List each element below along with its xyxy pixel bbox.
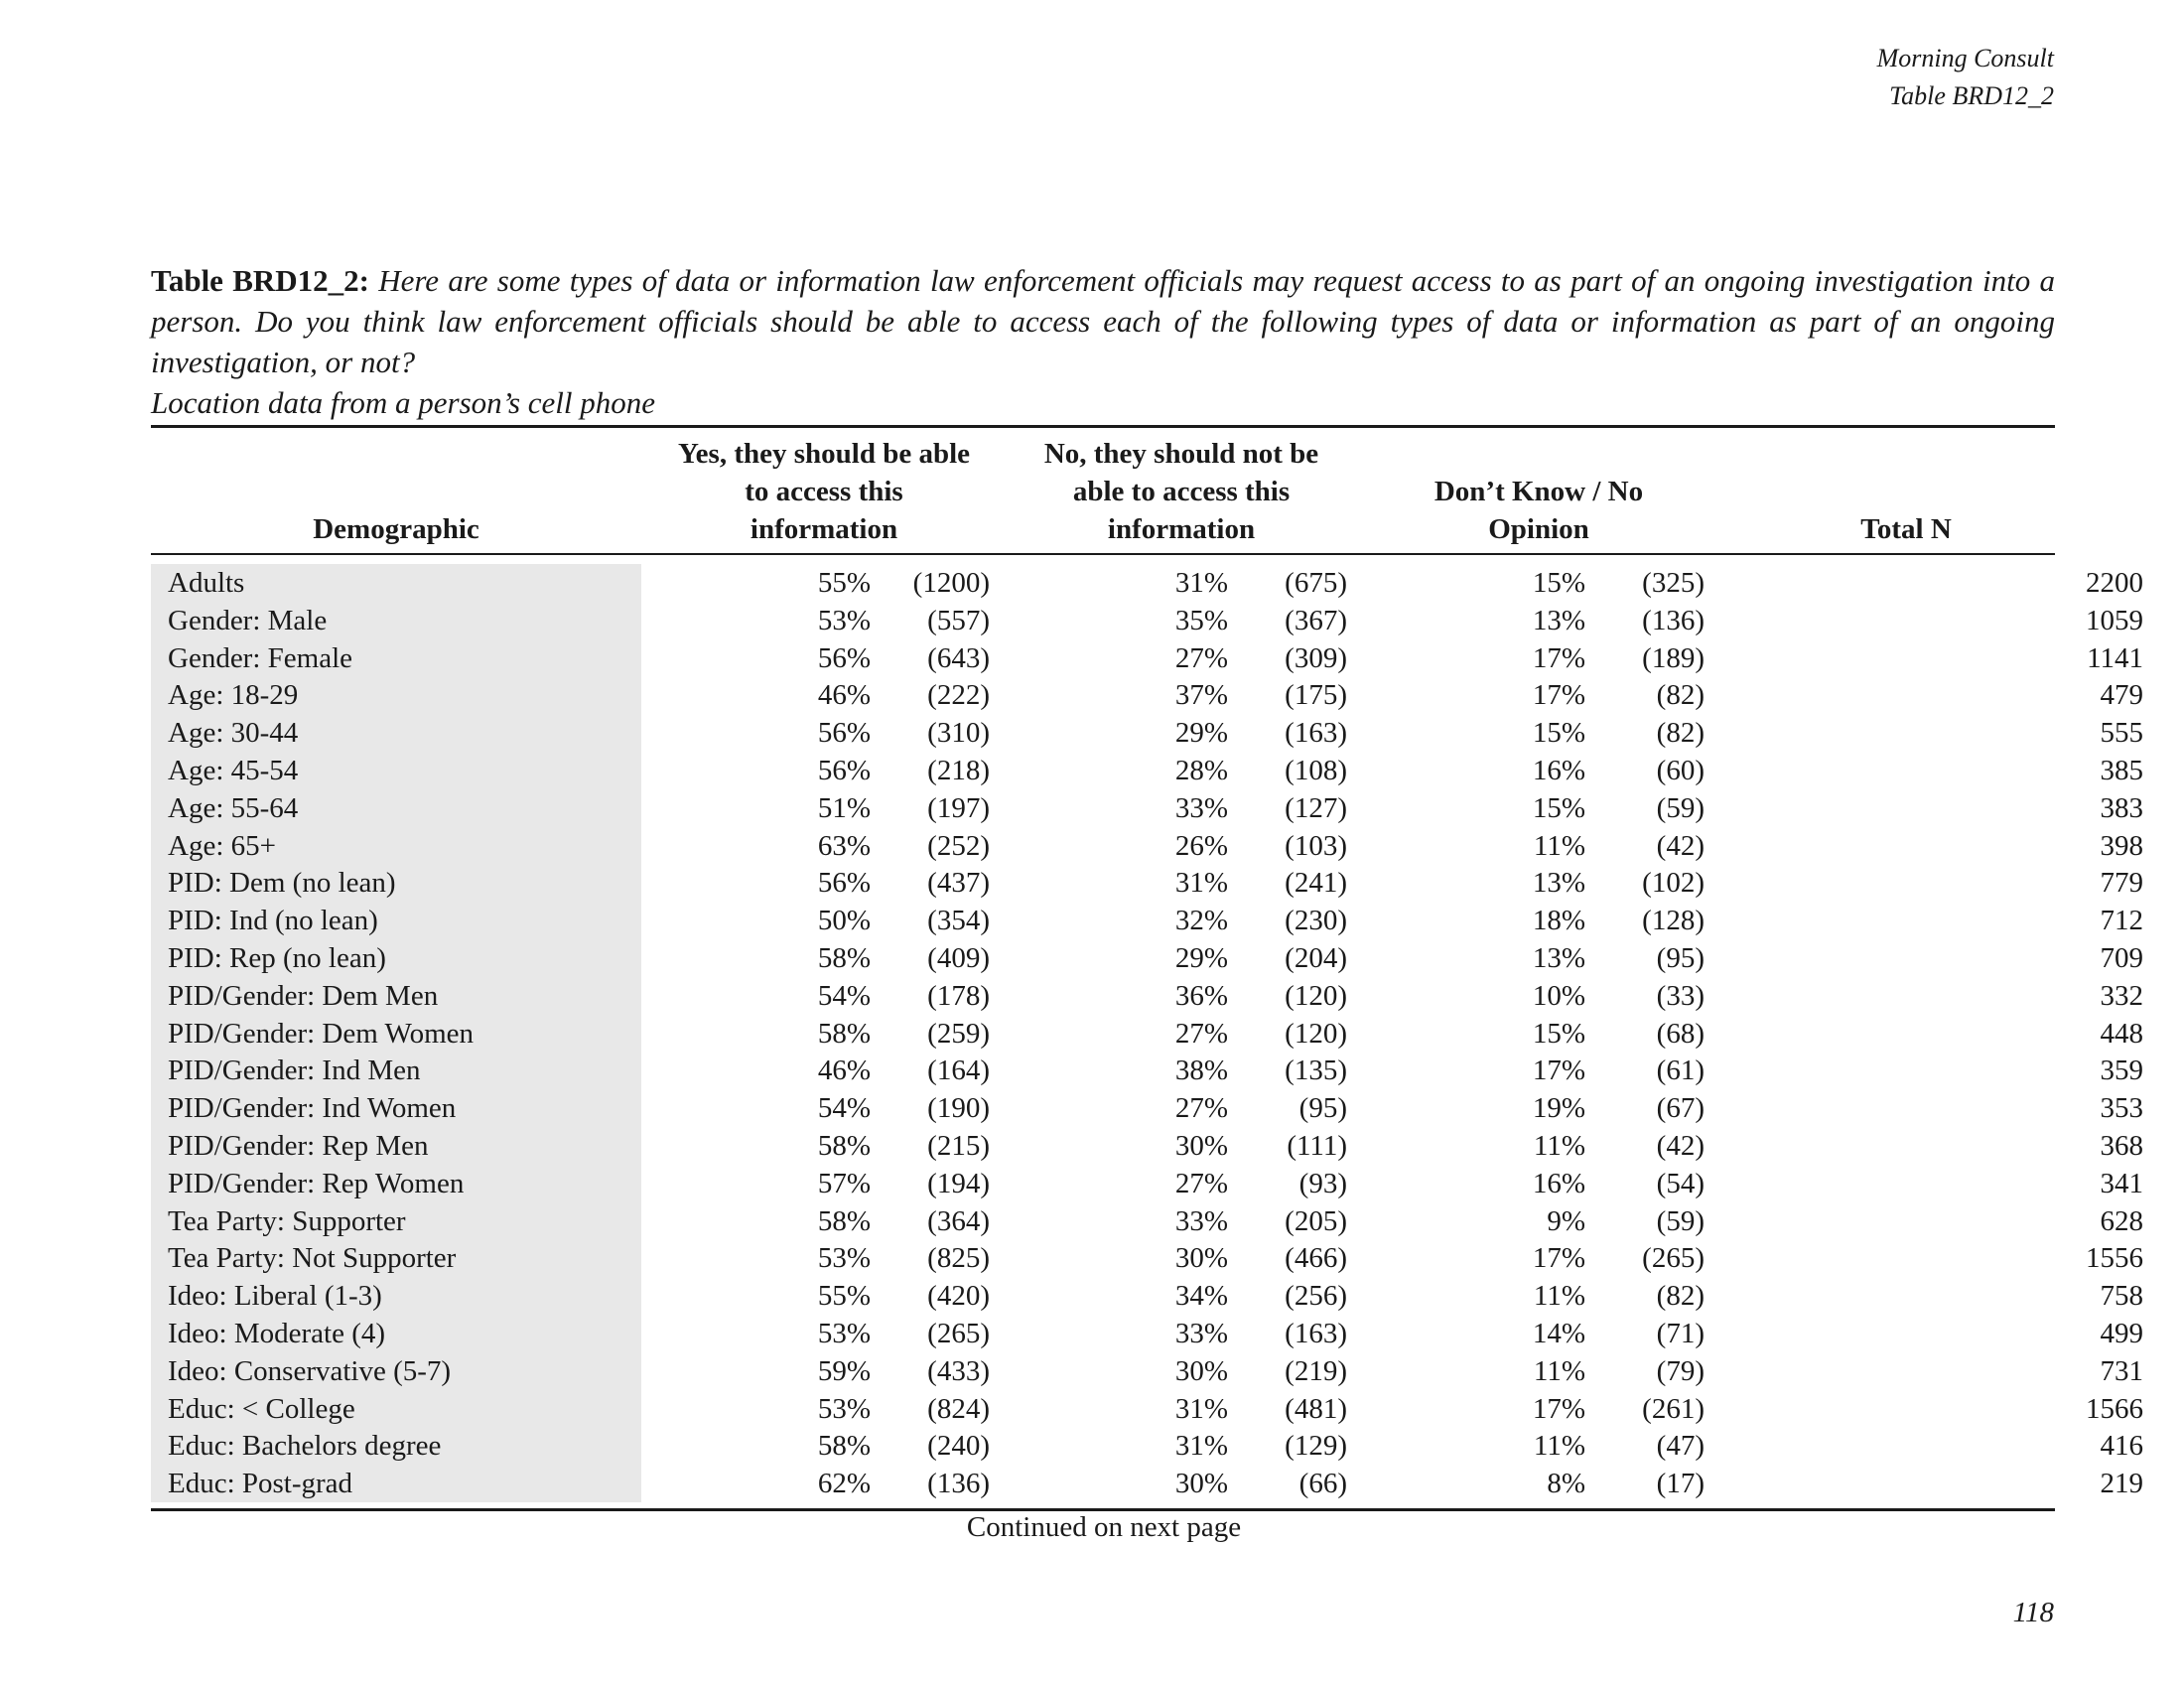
col-header-dk-line2: Opinion [1488, 513, 1589, 545]
dk-n-cell: (59) [1656, 791, 1705, 824]
table-row [151, 864, 2143, 902]
running-header [1877, 40, 2054, 115]
table-row [151, 602, 2143, 639]
col-header-yes-line3: information [750, 513, 898, 545]
no-n-cell: (309) [1285, 641, 1347, 674]
yes-n-cell: (240) [927, 1430, 990, 1463]
table-title [151, 260, 2055, 423]
demographic-cell: PID/Gender: Dem Women [151, 1015, 641, 1053]
col-header-yes-line2: to access this [745, 476, 903, 507]
dk-pct-cell: 17% [1532, 641, 1585, 674]
top-rule [151, 425, 2055, 428]
yes-pct-cell: 53% [817, 1318, 871, 1349]
table-row [151, 1427, 2143, 1465]
page-number: 118 [2012, 1597, 2054, 1628]
total-cell: 448 [2100, 1017, 2143, 1050]
dk-pct-cell: 11% [1533, 1280, 1585, 1313]
demographic-cell: Ideo: Conservative (5-7) [151, 1352, 641, 1390]
dk-pct-cell: 8% [1547, 1468, 1585, 1500]
total-cell: 385 [2100, 755, 2143, 786]
yes-pct-cell: 55% [817, 567, 871, 599]
yes-pct-cell: 55% [817, 1280, 871, 1313]
dk-n-cell: (82) [1656, 1280, 1705, 1313]
yes-n-cell: (409) [927, 942, 990, 974]
dk-pct-cell: 15% [1532, 1017, 1585, 1050]
dk-pct-cell: 19% [1532, 1092, 1585, 1125]
col-header-total: Total N [1860, 513, 1952, 545]
dk-pct-cell: 18% [1532, 905, 1585, 937]
no-n-cell: (230) [1285, 905, 1347, 937]
dk-pct-cell: 11% [1533, 829, 1585, 862]
total-cell: 353 [2100, 1092, 2143, 1125]
yes-n-cell: (222) [927, 679, 990, 712]
no-pct-cell: 30% [1174, 1468, 1228, 1500]
dk-n-cell: (136) [1642, 604, 1705, 636]
dk-pct-cell: 15% [1532, 567, 1585, 599]
demographic-cell: Tea Party: Supporter [151, 1202, 641, 1240]
dk-n-cell: (59) [1656, 1204, 1705, 1237]
yes-n-cell: (259) [927, 1017, 990, 1050]
dk-pct-cell: 11% [1533, 1430, 1585, 1463]
question-text [151, 260, 2055, 382]
yes-pct-cell: 59% [817, 1354, 871, 1387]
table-row [151, 789, 2143, 827]
table-row [151, 1202, 2143, 1240]
yes-pct-cell: 56% [817, 755, 871, 786]
continued-note: Continued on next page [966, 1511, 1242, 1543]
no-n-cell: (219) [1285, 1354, 1347, 1387]
dk-n-cell: (54) [1656, 1167, 1705, 1199]
yes-n-cell: (433) [927, 1354, 990, 1387]
yes-pct-cell: 54% [817, 979, 871, 1012]
yes-pct-cell: 53% [817, 1392, 871, 1425]
dk-pct-cell: 16% [1532, 1167, 1585, 1199]
yes-pct-cell: 58% [817, 1204, 871, 1237]
yes-pct-cell: 58% [817, 942, 871, 974]
no-pct-cell: 31% [1174, 1430, 1228, 1463]
no-pct-cell: 38% [1174, 1055, 1228, 1087]
demographic-cell: PID/Gender: Ind Women [151, 1089, 641, 1127]
total-cell: 1059 [2086, 604, 2143, 636]
no-n-cell: (204) [1285, 942, 1347, 974]
demographic-cell: Tea Party: Not Supporter [151, 1239, 641, 1277]
table-row [151, 1239, 2143, 1277]
total-cell: 731 [2100, 1354, 2143, 1387]
no-n-cell: (135) [1285, 1055, 1347, 1087]
yes-pct-cell: 58% [817, 1430, 871, 1463]
demographic-cell: Ideo: Liberal (1-3) [151, 1277, 641, 1315]
no-n-cell: (95) [1298, 1092, 1347, 1125]
demographic-cell: PID/Gender: Dem Men [151, 977, 641, 1015]
table-row [151, 939, 2143, 977]
demographic-cell: Age: 45-54 [151, 752, 641, 789]
no-pct-cell: 30% [1174, 1130, 1228, 1162]
total-cell: 332 [2100, 979, 2143, 1012]
no-pct-cell: 35% [1174, 604, 1228, 636]
total-cell: 1556 [2086, 1242, 2143, 1275]
table-row [151, 1052, 2143, 1089]
yes-n-cell: (194) [927, 1167, 990, 1199]
yes-n-cell: (643) [927, 641, 990, 674]
no-n-cell: (481) [1285, 1392, 1347, 1425]
dk-n-cell: (60) [1656, 755, 1705, 786]
table-row [151, 752, 2143, 789]
no-pct-cell: 27% [1174, 1092, 1228, 1125]
no-pct-cell: 34% [1174, 1280, 1228, 1313]
total-cell: 398 [2100, 829, 2143, 862]
yes-pct-cell: 56% [817, 717, 871, 750]
yes-n-cell: (215) [927, 1130, 990, 1162]
demographic-cell: Gender: Female [151, 639, 641, 677]
no-n-cell: (163) [1285, 1318, 1347, 1349]
col-header-no-line2: able to access this [1072, 476, 1291, 507]
no-pct-cell: 26% [1174, 829, 1228, 862]
total-cell: 1566 [2086, 1392, 2143, 1425]
no-n-cell: (205) [1285, 1204, 1347, 1237]
yes-n-cell: (265) [927, 1318, 990, 1349]
no-n-cell: (127) [1285, 791, 1347, 824]
dk-pct-cell: 15% [1532, 717, 1585, 750]
table-row [151, 1465, 2143, 1502]
dk-n-cell: (42) [1656, 829, 1705, 862]
no-n-cell: (675) [1285, 567, 1347, 599]
total-cell: 1141 [2087, 641, 2143, 674]
demographic-cell: PID: Rep (no lean) [151, 939, 641, 977]
question-body: Here are some types of data or information law enforcement officials may request access to as part of an ongoing investigation into a person. Do you think law enforcement officials should be able to access each of the following types of data or information as part of an ongoing investigation, or not? [151, 263, 2055, 379]
dk-n-cell: (261) [1642, 1392, 1705, 1425]
yes-n-cell: (218) [927, 755, 990, 786]
no-pct-cell: 31% [1174, 1392, 1228, 1425]
total-cell: 2200 [2086, 567, 2143, 599]
yes-pct-cell: 63% [817, 829, 871, 862]
demographic-cell: Ideo: Moderate (4) [151, 1315, 641, 1352]
dk-pct-cell: 13% [1532, 604, 1585, 636]
no-pct-cell: 33% [1174, 1318, 1228, 1349]
dk-pct-cell: 10% [1532, 979, 1585, 1012]
yes-n-cell: (197) [927, 791, 990, 824]
no-pct-cell: 32% [1174, 905, 1228, 937]
dk-n-cell: (128) [1642, 905, 1705, 937]
no-n-cell: (163) [1285, 717, 1347, 750]
col-header-yes [645, 435, 1003, 548]
table-row [151, 1315, 2143, 1352]
yes-n-cell: (437) [927, 867, 990, 900]
demographic-cell: Educ: < College [151, 1390, 641, 1428]
dk-n-cell: (82) [1656, 717, 1705, 750]
no-pct-cell: 33% [1174, 791, 1228, 824]
dk-pct-cell: 17% [1532, 1055, 1585, 1087]
col-header-dk-line1: Don’t Know / No [1433, 476, 1644, 507]
yes-n-cell: (178) [927, 979, 990, 1012]
yes-n-cell: (190) [927, 1092, 990, 1125]
no-n-cell: (175) [1285, 679, 1347, 712]
demographic-cell: PID: Dem (no lean) [151, 864, 641, 902]
yes-pct-cell: 57% [817, 1167, 871, 1199]
yes-pct-cell: 46% [817, 679, 871, 712]
dk-n-cell: (82) [1656, 679, 1705, 712]
col-header-yes-line1: Yes, they should be able [677, 438, 971, 470]
yes-pct-cell: 58% [817, 1130, 871, 1162]
no-n-cell: (103) [1285, 829, 1347, 862]
table-row [151, 1015, 2143, 1053]
total-cell: 779 [2100, 867, 2143, 900]
no-pct-cell: 27% [1174, 1017, 1228, 1050]
no-n-cell: (129) [1285, 1430, 1347, 1463]
header-rule [151, 553, 2055, 555]
total-cell: 359 [2100, 1055, 2143, 1087]
no-pct-cell: 28% [1174, 755, 1228, 786]
table-row [151, 1277, 2143, 1315]
no-n-cell: (466) [1285, 1242, 1347, 1275]
dk-pct-cell: 9% [1547, 1204, 1585, 1237]
no-n-cell: (256) [1285, 1280, 1347, 1313]
dk-n-cell: (265) [1642, 1242, 1705, 1275]
no-pct-cell: 30% [1174, 1242, 1228, 1275]
yes-pct-cell: 58% [817, 1017, 871, 1050]
dk-pct-cell: 11% [1533, 1130, 1585, 1162]
dk-n-cell: (61) [1656, 1055, 1705, 1087]
col-header-no [1003, 435, 1360, 548]
dk-n-cell: (17) [1656, 1468, 1705, 1500]
demographic-cell: Educ: Bachelors degree [151, 1427, 641, 1465]
demographic-cell: Age: 18-29 [151, 676, 641, 714]
table-row [151, 977, 2143, 1015]
yes-pct-cell: 53% [817, 1242, 871, 1275]
yes-n-cell: (1200) [912, 567, 990, 599]
col-header-demographic: Demographic [313, 513, 479, 545]
total-cell: 416 [2100, 1430, 2143, 1463]
yes-pct-cell: 56% [817, 641, 871, 674]
demographic-cell: Adults [151, 564, 641, 602]
col-header-no-line1: No, they should not be [1043, 438, 1319, 470]
yes-pct-cell: 62% [817, 1468, 871, 1500]
yes-pct-cell: 53% [817, 604, 871, 636]
yes-pct-cell: 56% [817, 867, 871, 900]
total-cell: 628 [2100, 1204, 2143, 1237]
total-cell: 758 [2100, 1280, 2143, 1313]
no-n-cell: (367) [1285, 604, 1347, 636]
col-header-no-line3: information [1107, 513, 1256, 545]
no-n-cell: (108) [1285, 755, 1347, 786]
dk-n-cell: (33) [1656, 979, 1705, 1012]
table-row [151, 714, 2143, 752]
dk-n-cell: (71) [1656, 1318, 1705, 1349]
yes-pct-cell: 50% [817, 905, 871, 937]
no-pct-cell: 27% [1174, 1167, 1228, 1199]
no-pct-cell: 29% [1174, 942, 1228, 974]
total-cell: 368 [2100, 1130, 2143, 1162]
yes-n-cell: (420) [927, 1280, 990, 1313]
table-row [151, 1089, 2143, 1127]
header-table-id: Table BRD12_2 [1889, 81, 2054, 110]
table-row [151, 902, 2143, 939]
no-pct-cell: 37% [1174, 679, 1228, 712]
total-cell: 709 [2100, 942, 2143, 974]
dk-pct-cell: 13% [1532, 942, 1585, 974]
total-cell: 555 [2100, 717, 2143, 750]
no-pct-cell: 33% [1174, 1204, 1228, 1237]
yes-pct-cell: 46% [817, 1055, 871, 1087]
total-cell: 341 [2100, 1167, 2143, 1199]
no-n-cell: (111) [1287, 1130, 1347, 1162]
dk-pct-cell: 16% [1532, 755, 1585, 786]
dk-pct-cell: 14% [1532, 1318, 1585, 1349]
yes-pct-cell: 51% [817, 791, 871, 824]
table-row [151, 1390, 2143, 1428]
yes-n-cell: (557) [927, 604, 990, 636]
dk-pct-cell: 17% [1532, 1392, 1585, 1425]
yes-n-cell: (824) [927, 1392, 990, 1425]
table-row [151, 564, 2143, 602]
yes-n-cell: (364) [927, 1204, 990, 1237]
demographic-cell: Age: 65+ [151, 827, 641, 865]
dk-pct-cell: 11% [1533, 1354, 1585, 1387]
table-row [151, 676, 2143, 714]
no-n-cell: (93) [1298, 1167, 1347, 1199]
dk-n-cell: (95) [1656, 942, 1705, 974]
yes-n-cell: (252) [927, 829, 990, 862]
dk-pct-cell: 13% [1532, 867, 1585, 900]
table-label: Table BRD12_2: [151, 263, 369, 298]
no-n-cell: (120) [1285, 979, 1347, 1012]
dk-n-cell: (67) [1656, 1092, 1705, 1125]
dk-n-cell: (42) [1656, 1130, 1705, 1162]
dk-n-cell: (47) [1656, 1430, 1705, 1463]
table-row [151, 1127, 2143, 1165]
no-pct-cell: 29% [1174, 717, 1228, 750]
total-cell: 479 [2100, 679, 2143, 712]
no-pct-cell: 30% [1174, 1354, 1228, 1387]
total-cell: 712 [2100, 905, 2143, 937]
total-cell: 499 [2100, 1318, 2143, 1349]
yes-n-cell: (825) [927, 1242, 990, 1275]
dk-n-cell: (68) [1656, 1017, 1705, 1050]
table-row [151, 639, 2143, 677]
dk-pct-cell: 15% [1532, 791, 1585, 824]
no-n-cell: (241) [1285, 867, 1347, 900]
table-row [151, 827, 2143, 865]
demographic-cell: PID/Gender: Rep Men [151, 1127, 641, 1165]
demographic-cell: PID: Ind (no lean) [151, 902, 641, 939]
table-row [151, 1352, 2143, 1390]
yes-pct-cell: 54% [817, 1092, 871, 1125]
table-row [151, 1165, 2143, 1202]
dk-n-cell: (102) [1642, 867, 1705, 900]
demographic-cell: Age: 30-44 [151, 714, 641, 752]
no-n-cell: (66) [1298, 1468, 1347, 1500]
col-header-dk [1360, 473, 1717, 548]
total-cell: 219 [2100, 1468, 2143, 1500]
yes-n-cell: (136) [927, 1468, 990, 1500]
dk-pct-cell: 17% [1532, 679, 1585, 712]
dk-n-cell: (79) [1656, 1354, 1705, 1387]
dk-n-cell: (189) [1642, 641, 1705, 674]
total-cell: 383 [2100, 791, 2143, 824]
header-source: Morning Consult [1876, 44, 2054, 72]
yes-n-cell: (354) [927, 905, 990, 937]
no-pct-cell: 31% [1174, 867, 1228, 900]
demographic-cell: Age: 55-64 [151, 789, 641, 827]
table-subtitle: Location data from a person’s cell phone [151, 385, 656, 420]
demographic-cell: Educ: Post-grad [151, 1465, 641, 1502]
demographic-cell: PID/Gender: Rep Women [151, 1165, 641, 1202]
no-pct-cell: 36% [1174, 979, 1228, 1012]
no-pct-cell: 27% [1174, 641, 1228, 674]
no-n-cell: (120) [1285, 1017, 1347, 1050]
yes-n-cell: (310) [927, 717, 990, 750]
dk-pct-cell: 17% [1532, 1242, 1585, 1275]
demographic-cell: PID/Gender: Ind Men [151, 1052, 641, 1089]
yes-n-cell: (164) [927, 1055, 990, 1087]
demographic-cell: Gender: Male [151, 602, 641, 639]
no-pct-cell: 31% [1174, 567, 1228, 599]
dk-n-cell: (325) [1642, 567, 1705, 599]
